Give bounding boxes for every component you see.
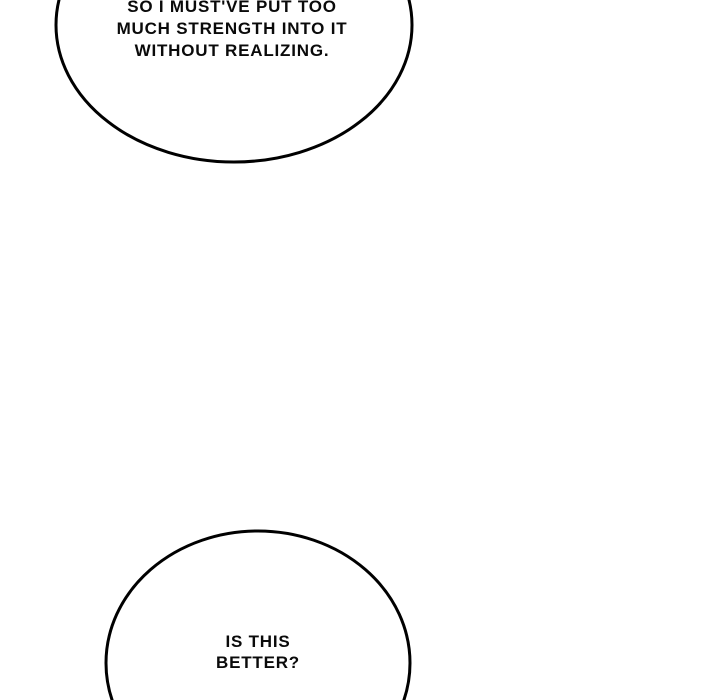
speech-text-line: IS THIS xyxy=(225,632,291,651)
speech-text-line: MUCH STRENGTH INTO IT xyxy=(116,19,348,38)
speech-text-line: SO I MUST'VE PUT TOO xyxy=(127,0,337,16)
speech-bubble-bottom-text xyxy=(58,631,458,673)
speech-bubble-bottom xyxy=(106,531,410,700)
speech-bubble-top-text xyxy=(32,0,432,62)
speech-text-line: BETTER? xyxy=(216,653,300,672)
speech-text-line: WITHOUT REALIZING. xyxy=(134,41,330,60)
